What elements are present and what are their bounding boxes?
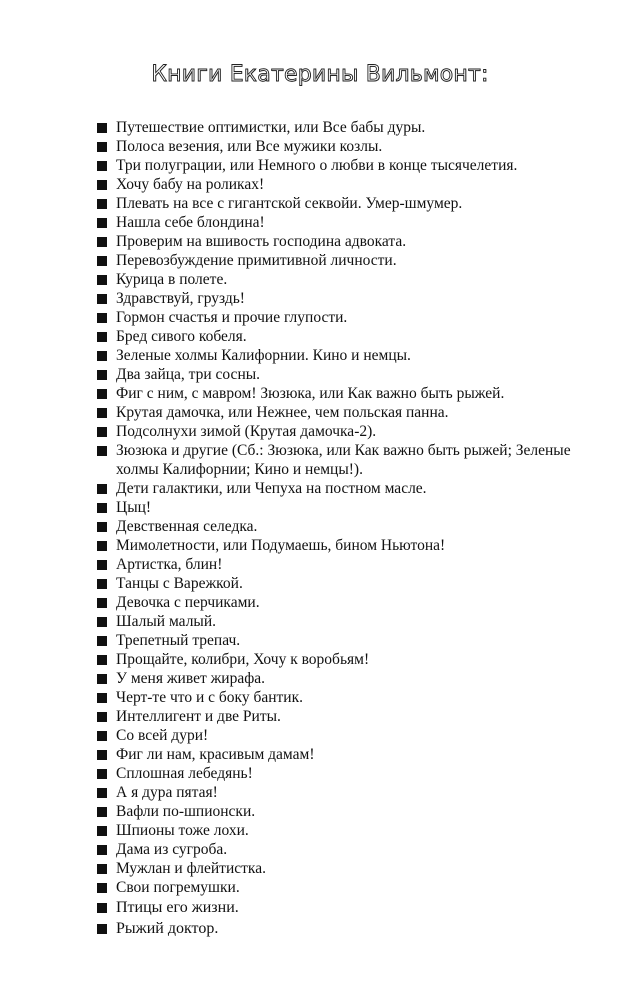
book-list-item	[97, 878, 587, 897]
book-title: У меня живет жирафа.	[116, 670, 266, 687]
book-title: Шалый малый.	[116, 613, 217, 630]
book-list-item	[97, 612, 587, 631]
book-title: Плевать на все с гигантской секвойи. Умер-шмумер.	[116, 195, 463, 212]
book-title: Проверим на вшивость господина адвоката.	[116, 233, 407, 250]
book-title: Фиг с ним, с мавром! Зюзюка, или Как важно быть рыжей.	[116, 385, 505, 402]
book-title: Сплошная лебедянь!	[116, 765, 253, 782]
book-title: Перевозбуждение примитивной личности.	[116, 252, 397, 269]
square-bullet-icon	[97, 674, 107, 684]
square-bullet-icon	[97, 484, 107, 494]
square-bullet-icon	[97, 579, 107, 589]
square-bullet-icon	[97, 826, 107, 836]
square-bullet-icon	[97, 617, 107, 627]
book-title: Мужлан и флейтистка.	[116, 860, 266, 877]
book-list-item	[97, 479, 587, 498]
book-list-item	[97, 365, 587, 384]
square-bullet-icon	[97, 275, 107, 285]
book-list-item	[97, 137, 587, 156]
square-bullet-icon	[97, 924, 107, 934]
book-list-item	[97, 441, 587, 479]
book-list-item	[97, 403, 587, 422]
book-list-item	[97, 650, 587, 669]
book-list-item	[97, 517, 587, 536]
book-title: Вафли по-шпионски.	[116, 803, 256, 820]
square-bullet-icon	[97, 750, 107, 760]
square-bullet-icon	[97, 294, 107, 304]
book-title: Шпионы тоже лохи.	[116, 822, 249, 839]
book-list-item	[97, 918, 587, 939]
book-list-item	[97, 156, 587, 175]
square-bullet-icon	[97, 123, 107, 133]
square-bullet-icon	[97, 712, 107, 722]
book-title: Курица в полете.	[116, 271, 228, 288]
book-title: Артистка, блин!	[116, 556, 223, 573]
book-list-item	[97, 327, 587, 346]
book-list-item	[97, 251, 587, 270]
book-title: Птицы его жизни.	[116, 899, 239, 916]
book-list	[97, 118, 587, 939]
book-list-item	[97, 346, 587, 365]
book-title: Три полуграции, или Немного о любви в конце тысячелетия.	[116, 157, 518, 174]
book-list-item	[97, 707, 587, 726]
square-bullet-icon	[97, 370, 107, 380]
book-list-item	[97, 118, 587, 137]
book-list-item	[97, 802, 587, 821]
square-bullet-icon	[97, 256, 107, 266]
book-title: Мимолетности, или Подумаешь, бином Ньютона!	[116, 537, 446, 554]
book-list-item	[97, 764, 587, 783]
book-list-item	[97, 669, 587, 688]
square-bullet-icon	[97, 522, 107, 532]
square-bullet-icon	[97, 332, 107, 342]
book-list-item	[97, 498, 587, 517]
square-bullet-icon	[97, 560, 107, 570]
square-bullet-icon	[97, 351, 107, 361]
book-title: Полоса везения, или Все мужики козлы.	[116, 138, 383, 155]
book-list-item	[97, 897, 587, 918]
book-list-item	[97, 821, 587, 840]
book-list-item	[97, 840, 587, 859]
book-list-item	[97, 726, 587, 745]
square-bullet-icon	[97, 389, 107, 399]
square-bullet-icon	[97, 807, 107, 817]
square-bullet-icon	[97, 237, 107, 247]
square-bullet-icon	[97, 598, 107, 608]
book-list-item	[97, 175, 587, 194]
book-title: Здравствуй, груздь!	[116, 290, 245, 307]
square-bullet-icon	[97, 313, 107, 323]
book-list-item	[97, 308, 587, 327]
book-list-item	[97, 688, 587, 707]
book-title: Дети галактики, или Чепуха на постном масле.	[116, 480, 427, 497]
square-bullet-icon	[97, 503, 107, 513]
book-list-item	[97, 194, 587, 213]
square-bullet-icon	[97, 636, 107, 646]
book-title: Трепетный трепач.	[116, 632, 241, 649]
book-title: Два зайца, три сосны.	[116, 366, 261, 383]
book-title: Нашла себе блондина!	[116, 214, 265, 231]
book-list-item	[97, 745, 587, 764]
book-title: Танцы с Варежкой.	[116, 575, 243, 592]
book-list-item	[97, 422, 587, 441]
book-title: Зюзюка и другие (Сб.: Зюзюка, или Как важно быть рыжей; Зеленые холмы Калифорнии; Кино и немцы!).	[116, 442, 571, 478]
book-list-item	[97, 213, 587, 232]
book-list-item	[97, 555, 587, 574]
square-bullet-icon	[97, 218, 107, 228]
square-bullet-icon	[97, 408, 107, 418]
square-bullet-icon	[97, 161, 107, 171]
square-bullet-icon	[97, 427, 107, 437]
square-bullet-icon	[97, 693, 107, 703]
book-title: Рыжий доктор.	[116, 920, 219, 937]
square-bullet-icon	[97, 903, 107, 913]
book-list-item	[97, 783, 587, 802]
book-list-item	[97, 631, 587, 650]
square-bullet-icon	[97, 199, 107, 209]
book-title: Девочка с перчиками.	[116, 594, 260, 611]
book-title: Хочу бабу на роликах!	[116, 176, 265, 193]
book-list-item	[97, 232, 587, 251]
book-list-item	[97, 536, 587, 555]
book-list-item	[97, 593, 587, 612]
book-title: Бред сивого кобеля.	[116, 328, 247, 345]
book-title: Интеллигент и две Риты.	[116, 708, 281, 725]
square-bullet-icon	[97, 845, 107, 855]
square-bullet-icon	[97, 883, 107, 893]
book-title: Дама из сугроба.	[116, 841, 228, 858]
book-title: Цыц!	[116, 499, 152, 516]
book-title: Крутая дамочка, или Нежнее, чем польская панна.	[116, 404, 449, 421]
book-list-item	[97, 270, 587, 289]
square-bullet-icon	[97, 142, 107, 152]
square-bullet-icon	[97, 769, 107, 779]
book-title: Девственная селедка.	[116, 518, 258, 535]
page-title: Книги Екатерины Вильмонт:	[151, 62, 489, 87]
book-title: Черт-те что и с боку бантик.	[116, 689, 303, 706]
book-title: Свои погремушки.	[116, 879, 240, 896]
square-bullet-icon	[97, 446, 107, 456]
book-list-item	[97, 384, 587, 403]
book-title: Подсолнухи зимой (Крутая дамочка-2).	[116, 423, 377, 440]
square-bullet-icon	[97, 864, 107, 874]
book-title: Гормон счастья и прочие глупости.	[116, 309, 348, 326]
book-title: Прощайте, колибри, Хочу к воробьям!	[116, 651, 370, 668]
book-list-item	[97, 859, 587, 878]
book-list-item	[97, 289, 587, 308]
book-title: Со всей дури!	[116, 727, 209, 744]
square-bullet-icon	[97, 731, 107, 741]
square-bullet-icon	[97, 788, 107, 798]
square-bullet-icon	[97, 180, 107, 190]
book-title: Фиг ли нам, красивым дамам!	[116, 746, 315, 763]
book-title: Зеленые холмы Калифорнии. Кино и немцы.	[116, 347, 411, 364]
book-title: Путешествие оптимистки, или Все бабы дуры.	[116, 119, 426, 136]
book-list-item	[97, 574, 587, 593]
book-title: А я дура пятая!	[116, 784, 218, 801]
square-bullet-icon	[97, 655, 107, 665]
square-bullet-icon	[97, 541, 107, 551]
